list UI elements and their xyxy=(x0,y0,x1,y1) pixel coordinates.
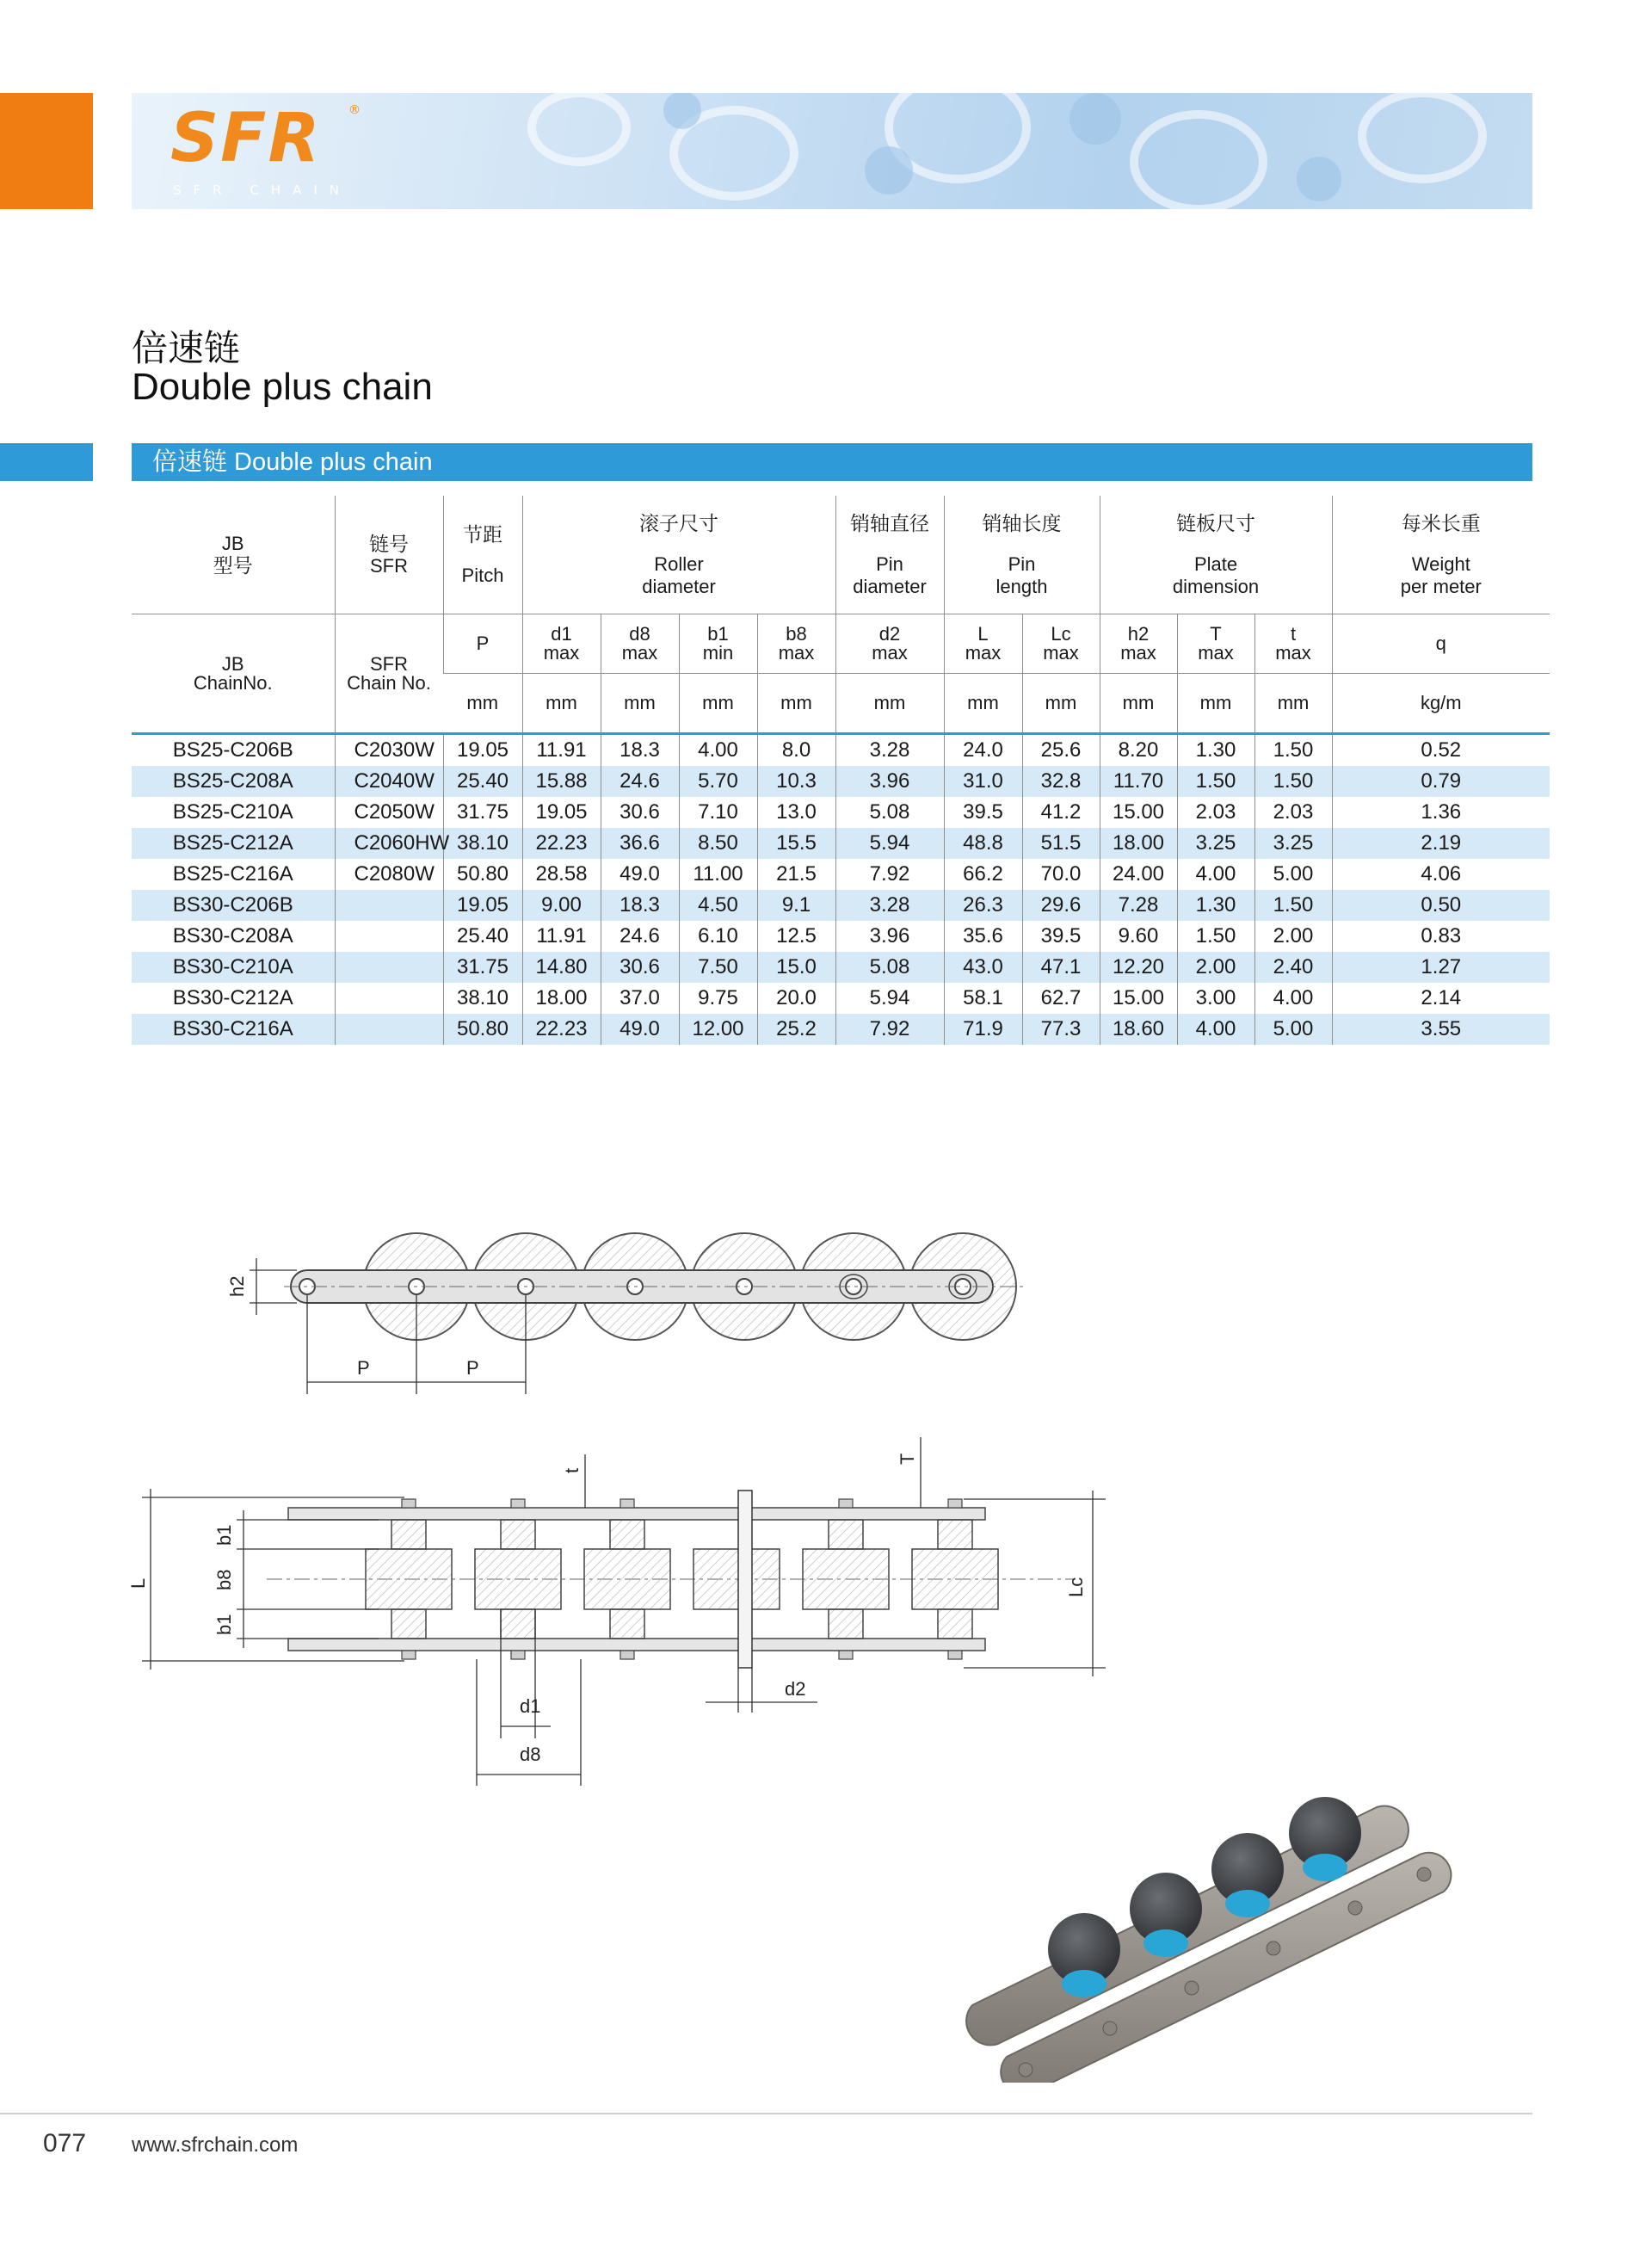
table-cell: 1.27 xyxy=(1332,952,1550,983)
table-cell: 31.0 xyxy=(944,766,1022,797)
table-cell: 38.10 xyxy=(443,983,522,1014)
unit-cell: mm xyxy=(757,674,835,734)
header-sfr: 链号 SFR xyxy=(335,496,443,614)
table-cell: 7.10 xyxy=(679,797,757,828)
jb-chain-no: BS25-C212A xyxy=(132,828,335,859)
table-cell: 11.91 xyxy=(522,734,601,767)
table-cell: 1.50 xyxy=(1254,890,1332,921)
table-cell: 19.05 xyxy=(522,797,601,828)
unit-cell: kg/m xyxy=(1332,674,1550,734)
table-cell: 7.92 xyxy=(835,859,944,890)
table-cell: 26.3 xyxy=(944,890,1022,921)
table-cell: 1.50 xyxy=(1254,734,1332,767)
jb-chain-no: BS30-C210A xyxy=(132,952,335,983)
table-cell: 5.94 xyxy=(835,828,944,859)
table-cell: 43.0 xyxy=(944,952,1022,983)
label-d1: d1 xyxy=(520,1695,541,1717)
table-cell: 12.5 xyxy=(757,921,835,952)
table-cell: 5.94 xyxy=(835,983,944,1014)
label-Lc: Lc xyxy=(1065,1577,1087,1597)
label-p-2: P xyxy=(466,1357,479,1379)
symbol-T: T max xyxy=(1177,614,1254,674)
table-cell: 6.10 xyxy=(679,921,757,952)
table-cell: 18.00 xyxy=(1100,828,1177,859)
page-title-en: Double plus chain xyxy=(132,366,433,408)
footer-divider xyxy=(0,2113,1532,2114)
label-b1-top: b1 xyxy=(213,1524,235,1546)
table-cell: 1.30 xyxy=(1177,734,1254,767)
table-cell: 37.0 xyxy=(601,983,679,1014)
table-cell: 14.80 xyxy=(522,952,601,983)
header-jb: JB 型号 xyxy=(213,532,253,577)
unit-cell: mm xyxy=(1100,674,1177,734)
table-cell: 10.3 xyxy=(757,766,835,797)
top-view-drawing xyxy=(127,1437,1106,1786)
symbol-lc: Lc max xyxy=(1022,614,1100,674)
registered-mark: ® xyxy=(348,103,361,117)
table-cell: 7.92 xyxy=(835,1014,944,1045)
table-cell: 24.6 xyxy=(601,921,679,952)
sfr-chain-no: C2040W xyxy=(335,766,443,797)
table-cell: 8.50 xyxy=(679,828,757,859)
table-cell: 2.03 xyxy=(1177,797,1254,828)
table-cell: 8.0 xyxy=(757,734,835,767)
table-cell: 22.23 xyxy=(522,1014,601,1045)
table-cell: 18.3 xyxy=(601,890,679,921)
table-cell: 70.0 xyxy=(1022,859,1100,890)
table-cell: 3.25 xyxy=(1177,828,1254,859)
chain-product-photo xyxy=(946,1773,1497,2083)
table-cell: 22.23 xyxy=(522,828,601,859)
table-cell: 29.6 xyxy=(1022,890,1100,921)
table-cell: 28.58 xyxy=(522,859,601,890)
table-cell: 35.6 xyxy=(944,921,1022,952)
table-cell: 48.8 xyxy=(944,828,1022,859)
page-number: 077 xyxy=(43,2129,87,2157)
unit-cell: mm xyxy=(522,674,601,734)
jb-chain-no: BS25-C206B xyxy=(172,738,293,762)
table-cell: 7.50 xyxy=(679,952,757,983)
table-cell: 0.52 xyxy=(1332,734,1550,767)
table-cell: 24.00 xyxy=(1100,859,1177,890)
table-cell: 30.6 xyxy=(601,952,679,983)
symbol-b8: b8 max xyxy=(757,614,835,674)
jb-chain-no: BS30-C208A xyxy=(172,924,293,947)
page-title-cn: 倍速链 xyxy=(132,327,241,369)
sfr-logo: SFR xyxy=(170,100,322,177)
sfr-chain-no: C2080W xyxy=(335,859,443,890)
table-cell: 18.00 xyxy=(522,983,601,1014)
jb-chain-no: BS25-C216A xyxy=(172,862,293,886)
table-cell: 8.20 xyxy=(1100,734,1177,767)
table-cell: 2.19 xyxy=(1332,828,1550,859)
header-roller: 滚子尺寸 Roller diameter xyxy=(522,496,835,614)
table-cell: 15.0 xyxy=(757,952,835,983)
website-link[interactable]: www.sfrchain.com xyxy=(132,2133,299,2157)
table-cell: 50.80 xyxy=(443,1014,522,1045)
symbol-b1: b1 min xyxy=(679,614,757,674)
table-cell: 11.70 xyxy=(1100,766,1177,797)
symbol-d1: d1 max xyxy=(522,614,601,674)
jb-chain-no: BS30-C206B xyxy=(132,890,335,921)
header-jb-chainno: JB ChainNo. xyxy=(132,614,335,734)
table-cell: 1.50 xyxy=(1254,766,1332,797)
table-cell: 0.50 xyxy=(1332,890,1550,921)
header-pitch: 节距 Pitch xyxy=(443,496,522,614)
table-cell: 15.5 xyxy=(757,828,835,859)
table-cell: 3.96 xyxy=(835,766,944,797)
header-pin-length: 销轴长度 Pin length xyxy=(944,496,1100,614)
header-weight: 每米长重 Weight per meter xyxy=(1332,496,1550,614)
table-cell: 3.00 xyxy=(1177,983,1254,1014)
sfr-chain-no: C2050W xyxy=(335,797,443,828)
table-cell: 24.0 xyxy=(944,734,1022,767)
table-cell: 3.28 xyxy=(835,734,944,767)
table-cell: 5.08 xyxy=(835,797,944,828)
table-cell: 5.08 xyxy=(835,952,944,983)
table-cell: 32.8 xyxy=(1022,766,1100,797)
jb-chain-no: BS30-C212A xyxy=(172,986,293,1009)
table-cell: 1.36 xyxy=(1332,797,1550,828)
table-cell: 31.75 xyxy=(443,952,522,983)
table-cell: 1.50 xyxy=(1177,921,1254,952)
table-cell: 71.9 xyxy=(944,1014,1022,1045)
table-cell: 77.3 xyxy=(1022,1014,1100,1045)
table-cell: 25.40 xyxy=(443,921,522,952)
label-b1-bottom: b1 xyxy=(213,1614,235,1635)
table-cell: 5.00 xyxy=(1254,1014,1332,1045)
table-cell: 20.0 xyxy=(757,983,835,1014)
label-d2: d2 xyxy=(785,1678,806,1700)
table-cell: 12.20 xyxy=(1100,952,1177,983)
symbol-d2: d2 max xyxy=(835,614,944,674)
table-cell: 3.25 xyxy=(1254,828,1332,859)
label-L: L xyxy=(127,1577,149,1589)
unit-cell: mm xyxy=(601,674,679,734)
table-cell: 31.75 xyxy=(443,797,522,828)
unit-cell: mm xyxy=(835,674,944,734)
table-cell: 11.91 xyxy=(522,921,601,952)
table-cell: 3.28 xyxy=(835,890,944,921)
table-cell: 11.00 xyxy=(679,859,757,890)
table-cell: 19.05 xyxy=(443,890,522,921)
side-view-drawing xyxy=(226,1233,1024,1394)
sfr-chain-no: C2060HW xyxy=(335,828,443,859)
table-cell: 4.00 xyxy=(1177,859,1254,890)
table-cell: 18.60 xyxy=(1100,1014,1177,1045)
table-cell: 62.7 xyxy=(1022,983,1100,1014)
label-h2: h2 xyxy=(226,1275,248,1297)
jb-chain-no: BS25-C208A xyxy=(132,766,335,797)
table-cell: 2.14 xyxy=(1332,983,1550,1014)
table-cell: 5.00 xyxy=(1254,859,1332,890)
table-cell: 39.5 xyxy=(1022,921,1100,952)
table-cell: 2.00 xyxy=(1254,921,1332,952)
table-cell: 2.03 xyxy=(1254,797,1332,828)
table-cell: 49.0 xyxy=(601,1014,679,1045)
table-cell: 50.80 xyxy=(443,859,522,890)
table-cell: 15.00 xyxy=(1100,797,1177,828)
symbol-l: L max xyxy=(944,614,1022,674)
table-cell: 4.00 xyxy=(1177,1014,1254,1045)
table-cell: 25.2 xyxy=(757,1014,835,1045)
table-cell: 39.5 xyxy=(944,797,1022,828)
header-pin-diameter: 销轴直径 Pin diameter xyxy=(835,496,944,614)
table-cell: 7.28 xyxy=(1100,890,1177,921)
table-cell: 0.83 xyxy=(1332,921,1550,952)
symbol-d8: d8 max xyxy=(601,614,679,674)
table-cell: 1.30 xyxy=(1177,890,1254,921)
logo-subtitle: SFR CHAIN xyxy=(173,182,351,198)
label-d8: d8 xyxy=(520,1744,541,1765)
table-cell: 12.00 xyxy=(679,1014,757,1045)
table-cell: 4.50 xyxy=(679,890,757,921)
table-cell: 5.70 xyxy=(679,766,757,797)
label-T-big: T xyxy=(897,1453,918,1465)
table-cell: 4.06 xyxy=(1332,859,1550,890)
table-cell: 2.40 xyxy=(1254,952,1332,983)
table-cell: 38.10 xyxy=(443,828,522,859)
symbol-q: q xyxy=(1332,614,1550,674)
sfr-chain-no: C2030W xyxy=(335,734,443,767)
section-label: 倍速链 Double plus chain xyxy=(152,448,433,476)
label-t-small: t xyxy=(561,1467,583,1473)
table-cell: 25.40 xyxy=(443,766,522,797)
table-cell: 1.50 xyxy=(1177,766,1254,797)
table-cell: 9.60 xyxy=(1100,921,1177,952)
label-b8: b8 xyxy=(213,1569,235,1590)
jb-chain-no: BS25-C210A xyxy=(172,800,293,824)
table-cell: 9.75 xyxy=(679,983,757,1014)
table-cell: 13.0 xyxy=(757,797,835,828)
symbol-h2: h2 max xyxy=(1100,614,1177,674)
unit-cell: mm xyxy=(679,674,757,734)
table-cell: 2.00 xyxy=(1177,952,1254,983)
table-cell: 4.00 xyxy=(1254,983,1332,1014)
table-cell: 51.5 xyxy=(1022,828,1100,859)
table-cell: 3.96 xyxy=(835,921,944,952)
table-cell: 19.05 xyxy=(443,734,522,767)
table-cell: 36.6 xyxy=(601,828,679,859)
table-cell: 18.3 xyxy=(601,734,679,767)
table-cell: 3.55 xyxy=(1332,1014,1550,1045)
header-plate: 链板尺寸 Plate dimension xyxy=(1100,496,1332,614)
table-cell: 30.6 xyxy=(601,797,679,828)
table-cell: 0.79 xyxy=(1332,766,1550,797)
table-cell: 47.1 xyxy=(1022,952,1100,983)
table-cell: 9.1 xyxy=(757,890,835,921)
table-cell: 58.1 xyxy=(944,983,1022,1014)
unit-cell: mm xyxy=(1254,674,1332,734)
unit-cell: mm xyxy=(1177,674,1254,734)
unit-cell: mm xyxy=(944,674,1022,734)
label-p-1: P xyxy=(357,1357,370,1379)
table-cell: 21.5 xyxy=(757,859,835,890)
table-cell: 25.6 xyxy=(1022,734,1100,767)
table-cell: 4.00 xyxy=(679,734,757,767)
table-cell: 49.0 xyxy=(601,859,679,890)
jb-chain-no: BS30-C216A xyxy=(132,1014,335,1045)
table-cell: 66.2 xyxy=(944,859,1022,890)
table-cell: 24.6 xyxy=(601,766,679,797)
symbol-t: t max xyxy=(1254,614,1332,674)
unit-cell: mm xyxy=(443,674,522,734)
table-cell: 15.00 xyxy=(1100,983,1177,1014)
table-cell: 41.2 xyxy=(1022,797,1100,828)
table-cell: 9.00 xyxy=(522,890,601,921)
table-cell: 15.88 xyxy=(522,766,601,797)
unit-cell: mm xyxy=(1022,674,1100,734)
symbol-p: P xyxy=(443,614,522,674)
header-sfr-chainno: SFR Chain No. xyxy=(335,614,443,734)
